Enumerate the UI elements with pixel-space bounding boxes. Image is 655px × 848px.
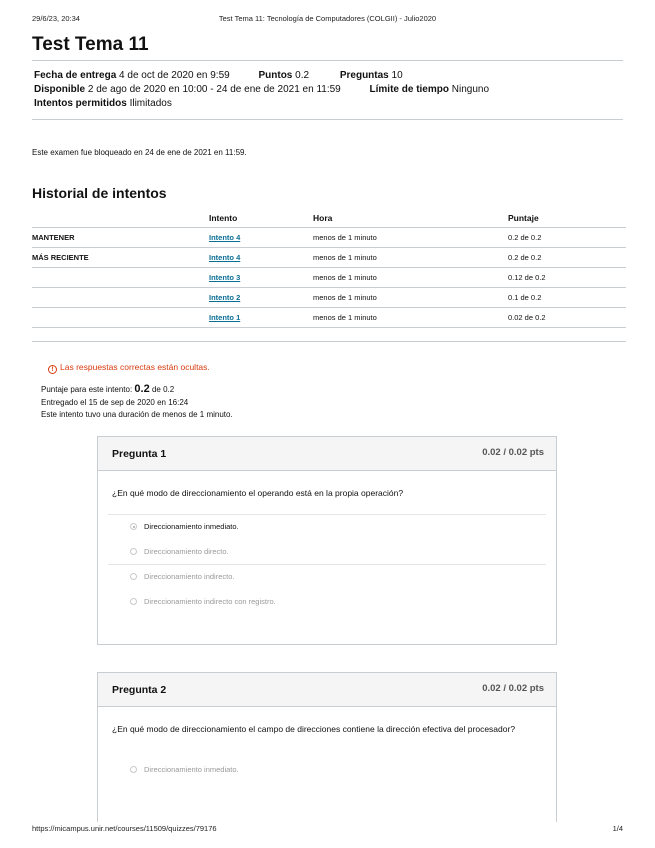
attempts-label: Intentos permitidos [34, 98, 127, 109]
answer-option [108, 515, 546, 540]
question-text: ¿En qué modo de direccionamiento el campo de direcciones contiene la dirección efectiva del procesador? [112, 724, 516, 734]
answer-label: Direccionamiento directo. [144, 547, 229, 556]
answer-option [108, 590, 546, 615]
table-row [32, 248, 626, 268]
question-card-2 [97, 672, 557, 822]
radio-button [130, 573, 137, 580]
column-header-time: Hora [313, 211, 508, 228]
submitted-text: Entregado el 15 de sep de 2020 en 16:24 [41, 397, 189, 407]
radio-button [130, 548, 137, 555]
column-header-attempt: Intento [209, 211, 313, 228]
duration-text: Este intento tuvo una duración de menos de 1 minuto. [41, 410, 233, 419]
question-title: Pregunta 2 [112, 684, 167, 696]
print-doc-title: Test Tema 11: Tecnología de Computadores (COLGII) - Julio2020 [218, 14, 437, 23]
row-score: 0.12 de 0.2 [508, 268, 626, 288]
print-url: https://micampus.unir.net/courses/11509/quizzes/79176 [32, 824, 217, 833]
radio-button [130, 523, 137, 530]
table-row [32, 308, 626, 328]
answer-label: Direccionamiento inmediato. [144, 522, 239, 531]
hidden-answers-text: Las respuestas correctas están ocultas. [60, 362, 210, 372]
questions-value: 10 [391, 70, 403, 81]
attempt-history-table [32, 211, 626, 328]
time-limit-value: Ninguno [451, 84, 490, 95]
row-time: menos de 1 minuto [313, 268, 508, 288]
divider [32, 341, 626, 342]
due-value: 4 de oct de 2020 en 9:59 [119, 70, 230, 81]
hidden-answers-notice [48, 362, 210, 374]
column-header-score: Puntaje [508, 211, 626, 228]
print-date: 29/6/23, 20:34 [32, 14, 80, 23]
row-label [32, 268, 209, 288]
score-prefix: Puntaje para este intento: [41, 385, 133, 394]
attempt-link[interactable]: Intento 2 [209, 293, 241, 302]
answer-label: Direccionamiento indirecto con registro. [144, 597, 276, 606]
score-suffix: de 0.2 [151, 385, 175, 394]
radio-button [130, 766, 137, 773]
time-limit-label: Límite de tiempo [369, 84, 449, 95]
row-score: 0.2 de 0.2 [508, 228, 626, 248]
question-text: ¿En qué modo de direccionamiento el operando está en la propia operación? [112, 488, 404, 498]
attempt-link[interactable]: Intento 4 [209, 233, 241, 242]
locked-note: Este examen fue bloqueado en 24 de ene de 2021 en 11:59. [32, 148, 247, 157]
answer-option [108, 565, 546, 590]
row-time: menos de 1 minuto [313, 288, 508, 308]
table-row [32, 268, 626, 288]
quiz-meta [32, 60, 623, 120]
table-header-row [32, 211, 626, 228]
table-row [32, 228, 626, 248]
answer-option [108, 540, 546, 565]
attempt-info [41, 383, 233, 422]
question-header [98, 673, 556, 707]
attempt-link[interactable]: Intento 4 [209, 253, 241, 262]
points-value: 0.2 [295, 70, 310, 81]
page-number: 1/4 [612, 824, 623, 833]
question-title: Pregunta 1 [112, 448, 167, 460]
available-label: Disponible [34, 84, 86, 95]
row-label: MANTENER [32, 228, 209, 248]
answer-option [108, 758, 546, 783]
score-value: 0.2 [134, 383, 150, 395]
page-title: Test Tema 11 [32, 34, 149, 55]
row-score: 0.2 de 0.2 [508, 248, 626, 268]
row-label [32, 308, 209, 328]
points-label: Puntos [258, 70, 293, 81]
questions-label: Preguntas [339, 70, 389, 81]
warning-circle-icon: ! [48, 365, 57, 374]
row-score: 0.02 de 0.2 [508, 308, 626, 328]
row-time: menos de 1 minuto [313, 308, 508, 328]
available-value: 2 de ago de 2020 en 10:00 - 24 de ene de 2021 en 11:59 [87, 84, 341, 95]
row-time: menos de 1 minuto [313, 248, 508, 268]
question-points: 0.02 / 0.02 pts [482, 447, 544, 458]
question-points: 0.02 / 0.02 pts [482, 683, 544, 694]
print-footer [32, 824, 623, 833]
history-title: Historial de intentos [32, 185, 167, 201]
attempt-link[interactable]: Intento 1 [209, 313, 241, 322]
column-header [32, 211, 209, 228]
answer-label: Direccionamiento inmediato. [144, 765, 239, 774]
table-row [32, 288, 626, 308]
row-label [32, 288, 209, 308]
row-label: MÁS RECIENTE [32, 248, 209, 268]
due-label: Fecha de entrega [34, 70, 117, 81]
attempts-value: Ilimitados [129, 98, 172, 109]
row-score: 0.1 de 0.2 [508, 288, 626, 308]
attempt-link[interactable]: Intento 3 [209, 273, 241, 282]
question-header [98, 437, 556, 471]
row-time: menos de 1 minuto [313, 228, 508, 248]
question-card-1 [97, 436, 557, 645]
answer-label: Direccionamiento indirecto. [144, 572, 235, 581]
radio-button [130, 598, 137, 605]
